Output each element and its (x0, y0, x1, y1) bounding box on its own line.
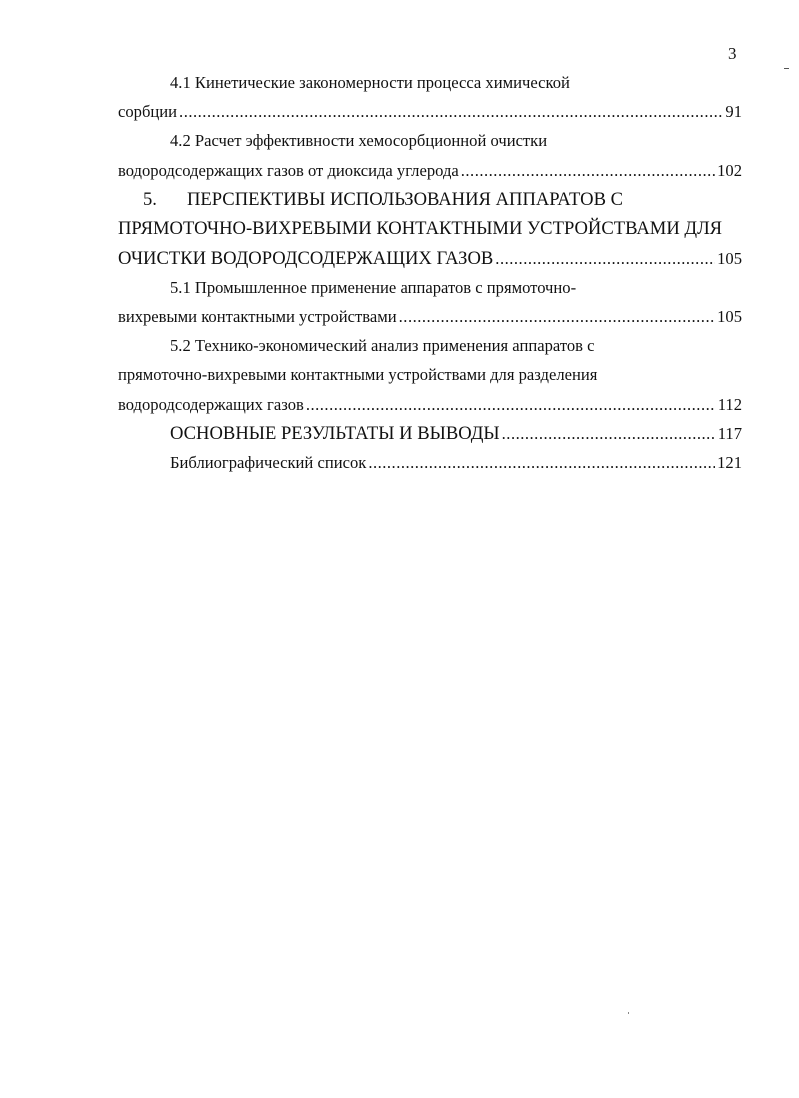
toc-entry-5-line2 (118, 214, 742, 243)
toc-entry-5-1-line1 (118, 273, 742, 302)
toc-entry-text: прямоточно-вихревыми контактными устройствами для разделения (118, 365, 598, 385)
toc-page-number: 121 (717, 453, 742, 473)
toc-entry-text: 5.2 Технико-экономический анализ применения аппаратов с (170, 336, 595, 356)
scan-edge-mark (784, 68, 789, 69)
toc-page-number: 105 (717, 307, 742, 327)
toc-entry-text: водородсодержащих газов от диоксида углерода (118, 160, 459, 180)
scan-speck (628, 1012, 629, 1014)
dot-leader (399, 302, 715, 331)
toc-section-number: 5. (143, 188, 157, 210)
toc-entry-4-1-line2 (118, 97, 742, 126)
dot-leader (495, 244, 715, 273)
dot-leader (502, 419, 716, 448)
toc-entry-5-line3 (118, 244, 742, 273)
toc-entry-4-2-line2 (118, 156, 742, 185)
toc-entry-text: Библиографический список (170, 453, 367, 473)
dot-leader (179, 97, 723, 126)
dot-leader (368, 448, 715, 477)
toc-entry-5-2-line3 (118, 390, 742, 419)
toc-entry-text: 4.1 Кинетические закономерности процесса химической (170, 73, 570, 92)
toc-entry-text: 5.1 Промышленное применение аппаратов с прямоточно- (170, 277, 577, 297)
toc-entry-text: ПРЯМОТОЧНО-ВИХРЕВЫМИ КОНТАКТНЫМИ УСТРОЙСТВАМИ ДЛЯ (118, 218, 723, 240)
toc-page-number: 91 (725, 102, 742, 122)
toc-entry-results (118, 419, 742, 448)
toc-entry-text: ПЕРСПЕКТИВЫ ИСПОЛЬЗОВАНИЯ АППАРАТОВ С (186, 188, 624, 210)
toc-entry-5-2-line1 (118, 331, 742, 360)
toc-entry-text: водородсодержащих газов (118, 394, 304, 414)
dot-leader (461, 156, 715, 185)
toc-entry-bibliography (118, 448, 742, 477)
toc-entry-4-1-line1 (118, 68, 742, 97)
table-of-contents (118, 68, 742, 477)
toc-page-number: 117 (717, 423, 742, 443)
toc-entry-5-1-line2 (118, 302, 742, 331)
toc-page-number: 102 (717, 160, 742, 180)
toc-page-number: 105 (717, 248, 742, 268)
dot-leader (306, 390, 716, 419)
toc-entry-text: 4.2 Расчет эффективности хемосорбционной очистки (170, 131, 548, 151)
toc-entry-5-2-line2 (118, 360, 742, 389)
toc-entry-text: вихревыми контактными устройствами (118, 307, 397, 327)
page-number: 3 (728, 44, 737, 63)
toc-entry-text: сорбции (118, 102, 178, 122)
toc-entry-4-2-line1 (118, 126, 742, 155)
toc-page-number: 112 (717, 394, 742, 414)
toc-entry-text: ОЧИСТКИ ВОДОРОДСОДЕРЖАЩИХ ГАЗОВ (118, 247, 494, 269)
toc-entry-5-line1 (118, 185, 742, 214)
toc-entry-text: ОСНОВНЫЕ РЕЗУЛЬТАТЫ И ВЫВОДЫ (170, 422, 500, 444)
